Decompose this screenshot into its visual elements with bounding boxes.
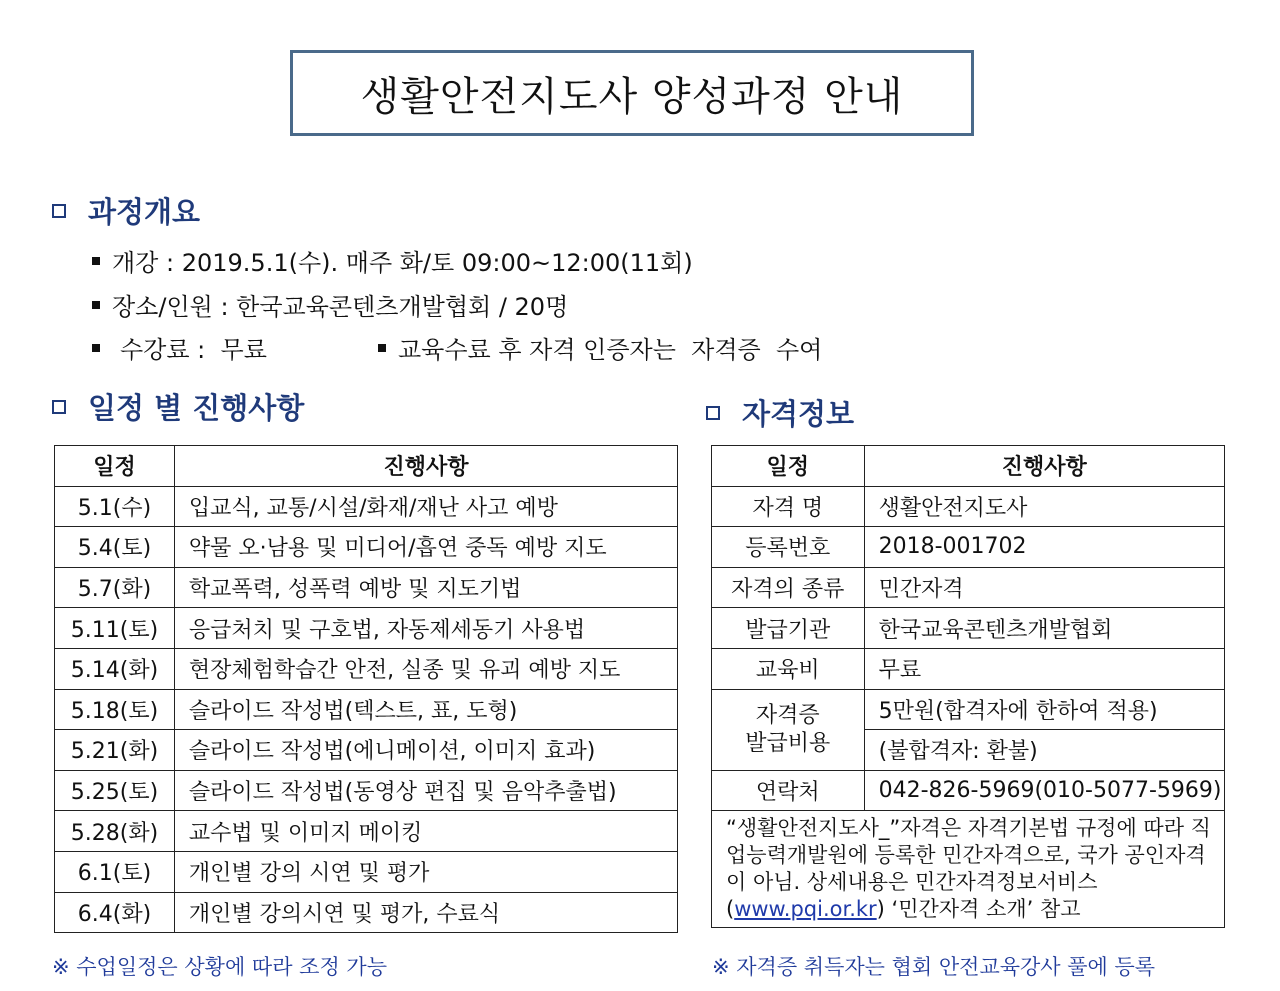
table-row — [712, 689, 1225, 730]
overview-line-1-text: 개강 : 2019.5.1(수). 매주 화/토 09:00~12:00(11회) — [112, 249, 693, 277]
cert-cost-label-line-1: 자격증 — [755, 702, 820, 728]
tuition-text: 수강료 : 무료 — [120, 336, 267, 364]
overview-line-2-text: 장소/인원 : 한국교육콘텐츠개발협회 / 20명 — [112, 293, 569, 321]
schedule-heading — [52, 386, 304, 427]
schedule-table — [54, 445, 678, 933]
reg-number-label: 등록번호 — [712, 527, 865, 568]
table-row — [55, 689, 678, 730]
schedule-date: 6.4(화) — [55, 892, 175, 933]
qualification-note: ※ 자격증 취득자는 협회 안전교육강사 풀에 등록 — [712, 955, 1156, 979]
checkbox-square-icon — [52, 400, 66, 414]
schedule-date: 5.1(수) — [55, 486, 175, 527]
schedule-heading-label: 일정 별 진행사항 — [88, 391, 305, 425]
qualification-table — [711, 445, 1225, 928]
overview-line-3 — [92, 330, 267, 365]
schedule-item: 개인별 강의시연 및 평가, 수료식 — [174, 892, 677, 933]
qual-name-value: 생활안전지도사 — [864, 486, 1224, 527]
issuer-value: 한국교육콘텐츠개발협회 — [864, 608, 1224, 649]
schedule-item: 현장체험학습간 안전, 실종 및 유괴 예방 지도 — [174, 648, 677, 689]
pqi-link[interactable]: www.pqi.or.kr — [734, 897, 877, 922]
overview-line-2 — [92, 287, 568, 322]
schedule-note: ※ 수업일정은 상황에 따라 조정 가능 — [52, 955, 387, 979]
schedule-date: 5.21(화) — [55, 730, 175, 771]
checkbox-square-icon — [706, 406, 720, 420]
table-header-row — [55, 446, 678, 487]
schedule-item: 약물 오·남용 및 미디어/흡연 중독 예방 지도 — [174, 527, 677, 568]
issuer-label: 발급기관 — [712, 608, 865, 649]
header-progress: 진행사항 — [174, 446, 677, 487]
page-title: 생활안전지도사 양성과정 안내 — [290, 50, 974, 136]
fee-label: 교육비 — [712, 648, 865, 689]
overview-heading — [52, 190, 200, 231]
contact-label: 연락처 — [712, 770, 865, 811]
table-row — [55, 851, 678, 892]
schedule-item: 학교폭력, 성폭력 예방 및 지도기법 — [174, 567, 677, 608]
footnote-text-end: ) ‘민간자격 소개’ 참고 — [876, 897, 1081, 922]
qualification-heading — [706, 392, 854, 433]
fee-value: 무료 — [864, 648, 1224, 689]
schedule-item: 슬라이드 작성법(동영상 편집 및 음악추출법) — [174, 770, 677, 811]
schedule-date: 5.25(토) — [55, 770, 175, 811]
reg-number-value: 2018-001702 — [864, 527, 1224, 568]
schedule-date: 6.1(토) — [55, 851, 175, 892]
schedule-date: 5.14(화) — [55, 648, 175, 689]
header-date: 일정 — [712, 446, 865, 487]
bullet-icon — [378, 344, 386, 352]
schedule-date: 5.11(토) — [55, 608, 175, 649]
schedule-item: 슬라이드 작성법(텍스트, 표, 도형) — [174, 689, 677, 730]
overview-line-1 — [92, 243, 693, 278]
overview-line-3b — [378, 330, 822, 365]
table-row — [712, 527, 1225, 568]
cert-cost-value-1: 5만원(합격자에 한하여 적용) — [864, 689, 1224, 730]
table-row — [55, 770, 678, 811]
cert-cost-label — [712, 689, 865, 770]
schedule-date: 5.4(토) — [55, 527, 175, 568]
table-row — [55, 608, 678, 649]
header-date: 일정 — [55, 446, 175, 487]
table-header-row — [712, 446, 1225, 487]
schedule-date: 5.18(토) — [55, 689, 175, 730]
bullet-icon — [92, 301, 100, 309]
qualification-footnote — [712, 811, 1225, 928]
overview-heading-label: 과정개요 — [88, 195, 201, 229]
table-row — [712, 486, 1225, 527]
schedule-item: 개인별 강의 시연 및 평가 — [174, 851, 677, 892]
table-row — [55, 730, 678, 771]
table-row — [55, 567, 678, 608]
table-row — [712, 648, 1225, 689]
contact-value: 042-826-5969(010-5077-5969) — [864, 770, 1224, 811]
schedule-date: 5.28(화) — [55, 811, 175, 852]
table-row — [55, 486, 678, 527]
checkbox-square-icon — [52, 204, 66, 218]
table-row — [712, 770, 1225, 811]
certificate-text: 교육수료 후 자격 인증자는 자격증 수여 — [398, 336, 823, 364]
qual-name-label: 자격 명 — [712, 486, 865, 527]
cert-cost-label-line-2: 발급비용 — [745, 730, 831, 756]
table-row — [55, 648, 678, 689]
table-row — [55, 892, 678, 933]
schedule-item: 응급처치 및 구호법, 자동제세동기 사용법 — [174, 608, 677, 649]
table-row — [712, 811, 1225, 928]
bullet-icon — [92, 344, 100, 352]
table-row — [55, 527, 678, 568]
schedule-item: 교수법 및 이미지 메이킹 — [174, 811, 677, 852]
schedule-item: 슬라이드 작성법(에니메이션, 이미지 효과) — [174, 730, 677, 771]
cert-cost-value-2: (불합격자: 환불) — [864, 730, 1224, 771]
table-row — [55, 811, 678, 852]
qualification-heading-label: 자격정보 — [742, 397, 855, 431]
schedule-item: 입교식, 교통/시설/화재/재난 사고 예방 — [174, 486, 677, 527]
qual-type-label: 자격의 종류 — [712, 567, 865, 608]
schedule-date: 5.7(화) — [55, 567, 175, 608]
table-row — [712, 567, 1225, 608]
qual-type-value: 민간자격 — [864, 567, 1224, 608]
header-progress: 진행사항 — [864, 446, 1224, 487]
bullet-icon — [92, 257, 100, 265]
footnote-text: “생활안전지도사_”자격은 자격기본법 규정에 따라 직업능력개발원에 등록한 민간자격으로, 국가 공인자격이 아님. 상세내용은 민간자격정보서비스( — [726, 816, 1211, 922]
table-row — [712, 608, 1225, 649]
